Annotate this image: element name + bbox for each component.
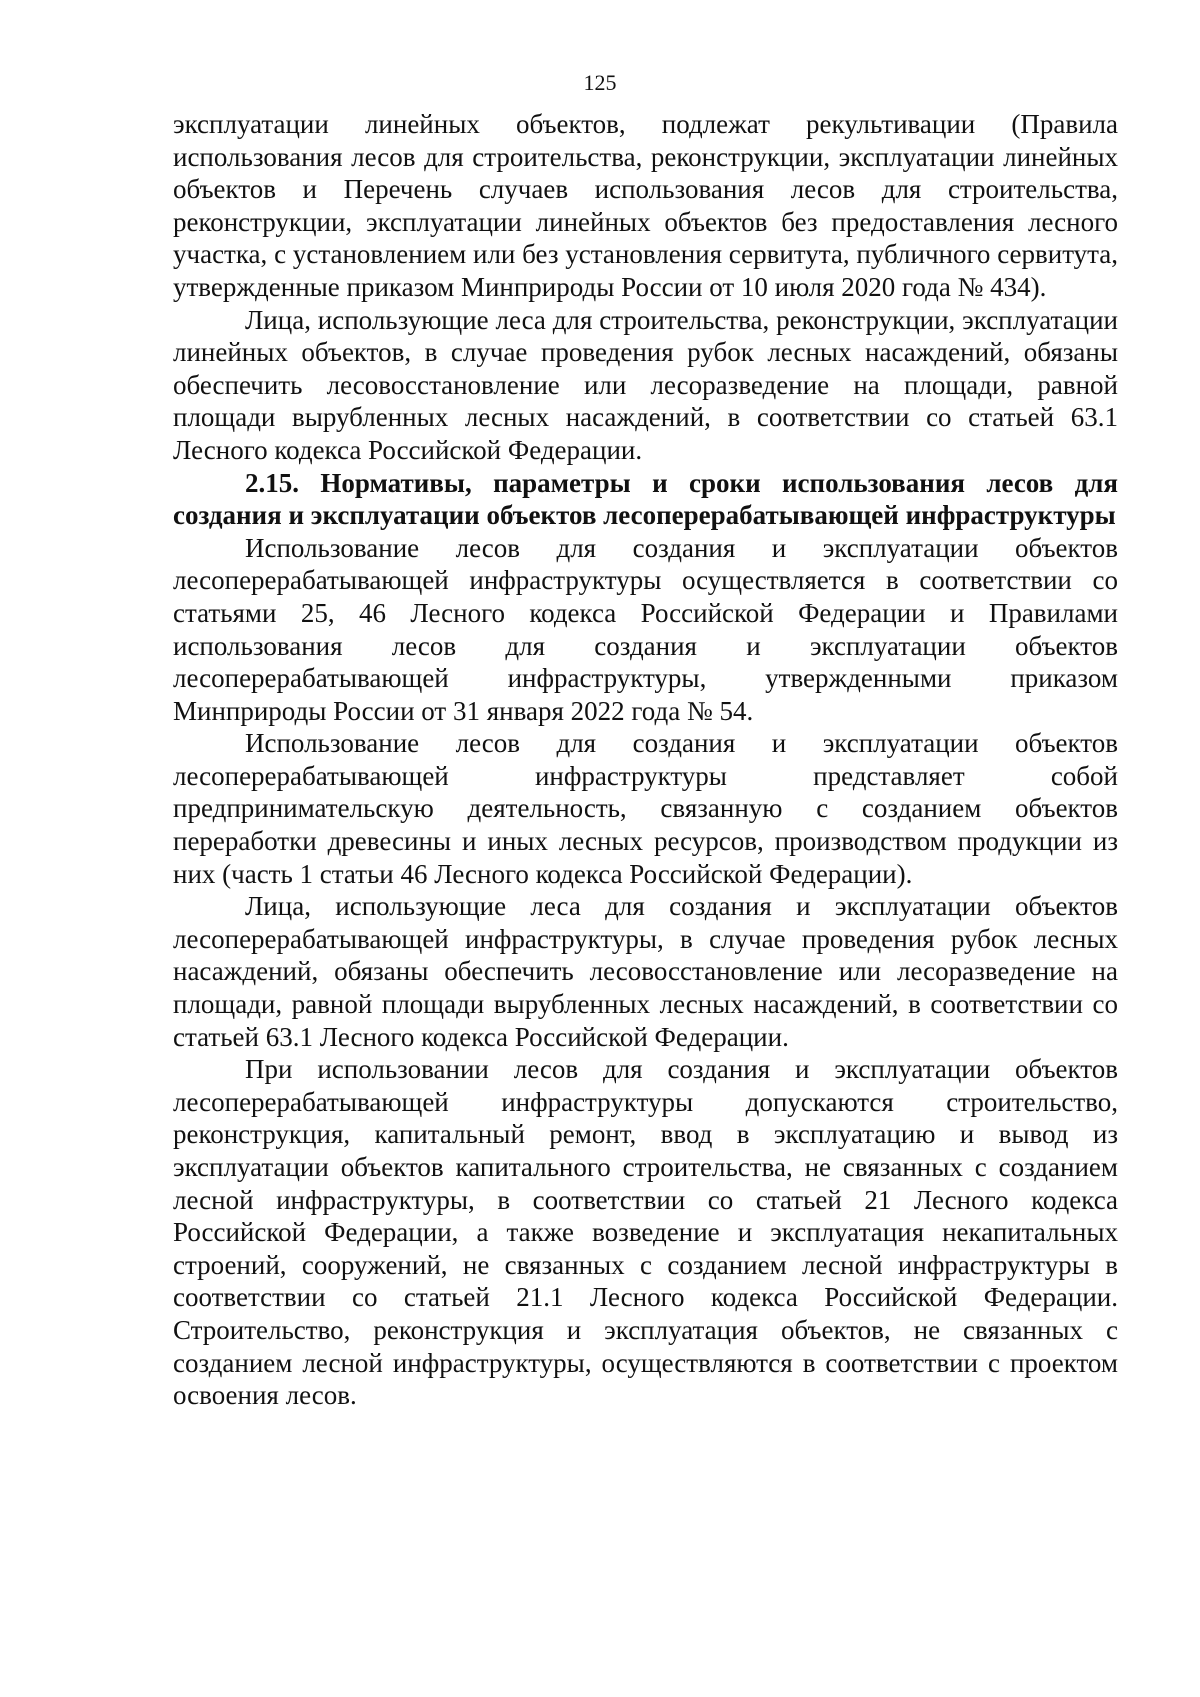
paragraph: Использование лесов для создания и эксплуатации объектов лесоперерабатывающей инфраструктуры представляет собой предпринимательскую деятельность, связанную с созданием объектов переработки древесины и иных лесных ресурсов, производством продукции из них (часть 1 статьи 46 Лесного кодекса Российской Федерации). [173, 728, 1118, 889]
paragraph: Использование лесов для создания и эксплуатации объектов лесоперерабатывающей инфраструктуры осуществляется в соответствии со статьями 25, 46 Лесного кодекса Российской Федерации и Правилами использования лесов для создания и эксплуатации объектов лесоперерабатывающей инфраструктуры, утвержденными приказом Минприроды России от 31 января 2022 года № 54. [173, 532, 1118, 726]
paragraph: Лица, использующие леса для создания и эксплуатации объектов лесоперерабатывающей инфраструктуры, в случае проведения рубок лесных насаждений, обязаны обеспечить лесовосстановление или лесоразведение на площади, равной площади вырубленных лесных насаждений, в соответствии со статьей 63.1 Лесного кодекса Российской Федерации. [173, 891, 1118, 1052]
document-body [173, 108, 1118, 1412]
paragraph: При использовании лесов для создания и эксплуатации объектов лесоперерабатывающей инфраструктуры допускаются строительство, реконструкция, капитальный ремонт, ввод в эксплуатацию и вывод из эксплуатации объектов капитального строительства, не связанных с созданием лесной инфраструктуры, в соответствии со статьей 21 Лесного кодекса Российской Федерации, а также возведение и эксплуатация некапитальных строений, сооружений, не связанных с созданием лесной инфраструктуры в соответствии со статьей 21.1 Лесного кодекса Российской Федерации. Строительство, реконструкция и эксплуатация объектов, не связанных с созданием лесной инфраструктуры, осуществляются в соответствии с проектом освоения лесов. [173, 1054, 1118, 1411]
paragraph: эксплуатации линейных объектов, подлежат рекультивации (Правила использования лесов для строительства, реконструкции, эксплуатации линейных объектов и Перечень случаев использования лесов для строительства, реконструкции, эксплуатации линейных объектов без предоставления лесного участка, с установлением или без установления сервитута, публичного сервитута, утвержденные приказом Минприроды России от 10 июля 2020 года № 434). [173, 109, 1118, 302]
page-number: 125 [583, 70, 617, 95]
section-heading: 2.15. Нормативы, параметры и сроки использования лесов для создания и эксплуатации объектов лесоперерабатывающей инфраструктуры [173, 467, 1118, 531]
paragraph: Лица, использующие леса для строительства, реконструкции, эксплуатации линейных объектов, в случае проведения рубок лесных насаждений, обязаны обеспечить лесовосстановление или лесоразведение на площади, равной площади вырубленных лесных насаждений, в соответствии со статьей 63.1 Лесного кодекса Российской Федерации. [173, 304, 1118, 465]
